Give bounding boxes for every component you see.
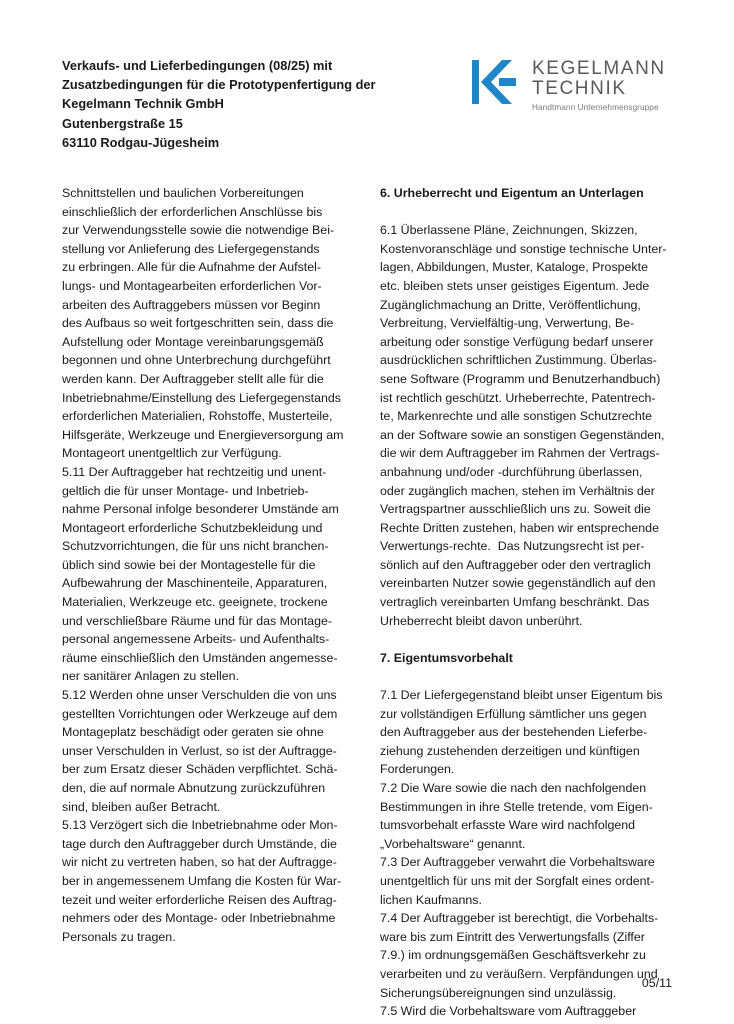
- body-line: Zugänglichmachung an Dritte, Veröffentlichung,: [380, 297, 641, 312]
- body-line: werden kann. Der Auftraggeber stellt alle für die: [62, 371, 324, 386]
- body-line: stellung vor Anlieferung des Liefergegenstands: [62, 241, 320, 256]
- body-line: ware bis zum Eintritt des Verwertungsfalls (Ziffer: [380, 929, 645, 944]
- body-line: Kostenvoranschläge und sonstige technische Unter-: [380, 241, 667, 256]
- document-header: [62, 56, 402, 152]
- body-line: Montageplatz beschädigt oder geraten sie ohne: [62, 725, 324, 740]
- body-line: unser Verschulden in Verlust, so ist der Auftragge-: [62, 743, 337, 758]
- header-line: Kegelmann Technik GmbH: [62, 96, 224, 112]
- header-line: 63110 Rodgau-Jügesheim: [62, 134, 220, 150]
- body-line: tezeit und weiter erforderliche Reisen des Auftrag-: [62, 892, 337, 907]
- body-line: Vertragspartner ausschließlich uns zu. Soweit die: [380, 502, 651, 517]
- body-line: oder zugänglich machen, stehen im Verhältnis der: [380, 483, 655, 498]
- body-line: den Auftraggeber aus der bestehenden Lieferbe-: [380, 725, 648, 740]
- body-line: 5.11 Der Auftraggeber hat rechtzeitig und unent-: [62, 464, 327, 479]
- body-line: ner sanitärer Anlagen zu stellen.: [62, 669, 240, 684]
- logo-word-technik: TECHNIK: [532, 78, 627, 99]
- body-line: an der Software sowie an sonstigen Gegenständen,: [380, 427, 665, 442]
- body-line: des Aufbaus so weit fortgeschritten sein, dass die: [62, 316, 334, 331]
- body-line: Aufbewahrung der Maschinenteile, Apparaturen,: [62, 576, 328, 591]
- body-line: lungs- und Montagearbeiten erforderlichen Vor-: [62, 278, 322, 293]
- body-line: tage durch den Auftraggeber durch Umstände, die: [62, 836, 337, 851]
- body-line: unentgeltlich für uns mit der Sorgfalt eines ordent-: [380, 873, 655, 888]
- header-line: Verkaufs- und Lieferbedingungen (08/25) mit: [62, 58, 333, 73]
- body-line: erforderlichen Materialien, Rohstoffe, Musterteile,: [62, 409, 333, 424]
- body-line: arbeitung oder sonstige Verfügung bedarf unserer: [380, 334, 654, 349]
- body-line: Materialien, Werkzeuge etc. geeignete, trockene: [62, 595, 328, 610]
- body-line: Hilfsgeräte, Werkzeuge und Energieversorgung am: [62, 427, 344, 442]
- body-line: ber in angemessenem Umfang die Kosten für War-: [62, 873, 342, 888]
- body-line: Schnittstellen und baulichen Vorbereitungen: [62, 186, 304, 200]
- body-line: Forderungen.: [380, 762, 455, 777]
- section-heading-retention: 7. Eigentumsvorbehalt: [380, 650, 513, 665]
- body-line: und verschließbare Räume und für das Montage-: [62, 613, 332, 628]
- body-line: den, die auf normale Abnutzung zurückzuführen: [62, 781, 326, 795]
- body-line: die wir dem Auftraggeber im Rahmen der Vertrags-: [380, 446, 660, 461]
- header-line: Gutenbergstraße 15: [62, 115, 183, 131]
- body-line: Sicherungsübereignungen sind unzulässig.: [380, 985, 617, 1000]
- section-spacer: [380, 203, 676, 222]
- body-line: Bestimmungen in ihre Stelle tretende, vom Eigen-: [380, 799, 653, 814]
- body-line: wir nicht zu vertreten haben, so hat der Auftragge-: [62, 855, 337, 870]
- body-line: arbeiten des Auftraggebers müssen vor Beginn: [62, 297, 321, 312]
- body-line: Verbreitung, Vervielfältig-ung, Verwertung, Be-: [380, 316, 635, 331]
- body-line: Aufstellung oder Montage vereinbarungsgemäß: [62, 334, 324, 349]
- body-line: 7.3 Der Auftraggeber verwahrt die Vorbehaltsware: [380, 855, 655, 870]
- body-line: nahme Personal infolge besonderer Umstände am: [62, 502, 339, 517]
- body-line: Verwertungs-rechte. Das Nutzungsrecht ist per-: [380, 539, 645, 554]
- body-line: gestellten Vorrichtungen oder Werkzeuge auf dem: [62, 706, 338, 721]
- body-line: tumsvorbehalt erfasste Ware wird nachfolgend: [380, 818, 636, 833]
- body-line: 7.4 Der Auftraggeber ist berechtigt, die Vorbehalts-: [380, 911, 659, 926]
- body-line: Personals zu tragen.: [62, 929, 176, 944]
- body-line: lichen Kaufmanns.: [380, 892, 482, 907]
- section-spacer: [380, 630, 676, 649]
- body-line: Inbetriebnahme/Einstellung des Liefergegenstands: [62, 390, 341, 405]
- body-line: Rechte Dritten zustehen, haben wir entsprechende: [380, 520, 659, 535]
- body-line: einschließlich der erforderlichen Anschlüsse bis: [62, 204, 323, 219]
- body-line: geltlich die für unser Montage- und Inbetrieb-: [62, 483, 309, 498]
- body-line: ausdrücklichen schriftlichen Zustimmung. Überlas-: [380, 353, 657, 368]
- body-line: etc. bleiben stets unser geistiges Eigentum. Jede: [380, 278, 650, 293]
- body-line: üblich sind sowie bei der Montagestelle für die: [62, 557, 316, 572]
- body-line: sönlich auf den Auftraggeber oder den vertraglich: [380, 557, 651, 572]
- left-column: [62, 184, 350, 946]
- body-line: zur Verwendungsstelle sowie die notwendige Bei-: [62, 223, 335, 238]
- logo-tagline: Handtmann Unternehmensgruppe: [532, 103, 659, 112]
- body-line: 7.5 Wird die Vorbehaltsware vom Auftraggeber: [380, 1004, 637, 1019]
- body-line: 6.1 Überlassene Pläne, Zeichnungen, Skizzen,: [380, 223, 638, 238]
- body-line: „Vorbehaltsware“ genannt.: [380, 836, 526, 851]
- body-line: anbahnung und/oder -durchführung überlassen,: [380, 464, 643, 479]
- body-line: verarbeiten und zu veräußern. Verpfändungen und: [380, 966, 658, 981]
- body-line: begonnen und ohne Unterbrechung durchgeführt: [62, 353, 331, 368]
- body-line: 7.9.) im ordnungsgemäßen Geschäftsverkehr zu: [380, 948, 646, 963]
- body-line: nehmers oder des Montage- oder Inbetriebnahme: [62, 911, 336, 926]
- logo-word-kegelmann: KEGELMANN: [532, 58, 666, 79]
- body-line: Montageort erforderliche Schutzbekleidung und: [62, 520, 323, 535]
- body-line: sene Software (Programm und Benutzerhandbuch): [380, 371, 661, 386]
- body-line: ziehung zustehenden derzeitigen und künftigen: [380, 743, 640, 758]
- body-line: ist rechtlich geschützt. Urheberrechte, Patentrech-: [380, 390, 656, 405]
- body-line: sind, bleiben außer Betracht.: [62, 799, 221, 814]
- body-line: Urheberrecht bleibt davon unberührt.: [380, 613, 583, 628]
- header-line: Zusatzbedingungen für die Prototypenfertigung der: [62, 77, 376, 93]
- body-line: ber zum Ersatz dieser Schäden verpflichtet. Schä-: [62, 762, 338, 777]
- body-line: 5.12 Werden ohne unser Verschulden die von uns: [62, 688, 337, 703]
- body-line: Schutzvorrichtungen, die für uns nicht branchen-: [62, 539, 329, 554]
- page-number: 05/11: [641, 976, 672, 990]
- body-line: lagen, Abbildungen, Muster, Kataloge, Prospekte: [380, 260, 648, 275]
- body-line: zur vollständigen Erfüllung sämtlicher uns gegen: [380, 706, 647, 721]
- right-column: [380, 184, 676, 1021]
- body-line: Montageort unentgeltlich zur Verfügung.: [62, 446, 282, 461]
- body-line: te, Markenrechte und alle sonstigen Schutzrechte: [380, 409, 653, 424]
- body-line: 7.1 Der Liefergegenstand bleibt unser Eigentum bis: [380, 688, 663, 703]
- kegelmann-k-icon: [472, 60, 516, 104]
- body-line: vertraglich vereinbarten Umfang beschränkt. Das: [380, 595, 650, 610]
- section-heading-copyright: 6. Urheberrecht und Eigentum an Unterlagen: [380, 186, 644, 200]
- body-line: personal angemessene Arbeits- und Aufenthalts-: [62, 632, 330, 647]
- body-line: 7.2 Die Ware sowie die nach den nachfolgenden: [380, 781, 647, 795]
- section-spacer: [380, 667, 676, 686]
- body-line: räume einschließlich den Umständen angemesse-: [62, 650, 338, 665]
- body-line: vereinbarten Nutzer sowie gegenständlich auf den: [380, 576, 656, 591]
- body-line: zu erbringen. Alle für die Aufnahme der Aufstel-: [62, 260, 321, 275]
- company-logo: [472, 58, 682, 116]
- body-line: 5.13 Verzögert sich die Inbetriebnahme oder Mon-: [62, 818, 338, 833]
